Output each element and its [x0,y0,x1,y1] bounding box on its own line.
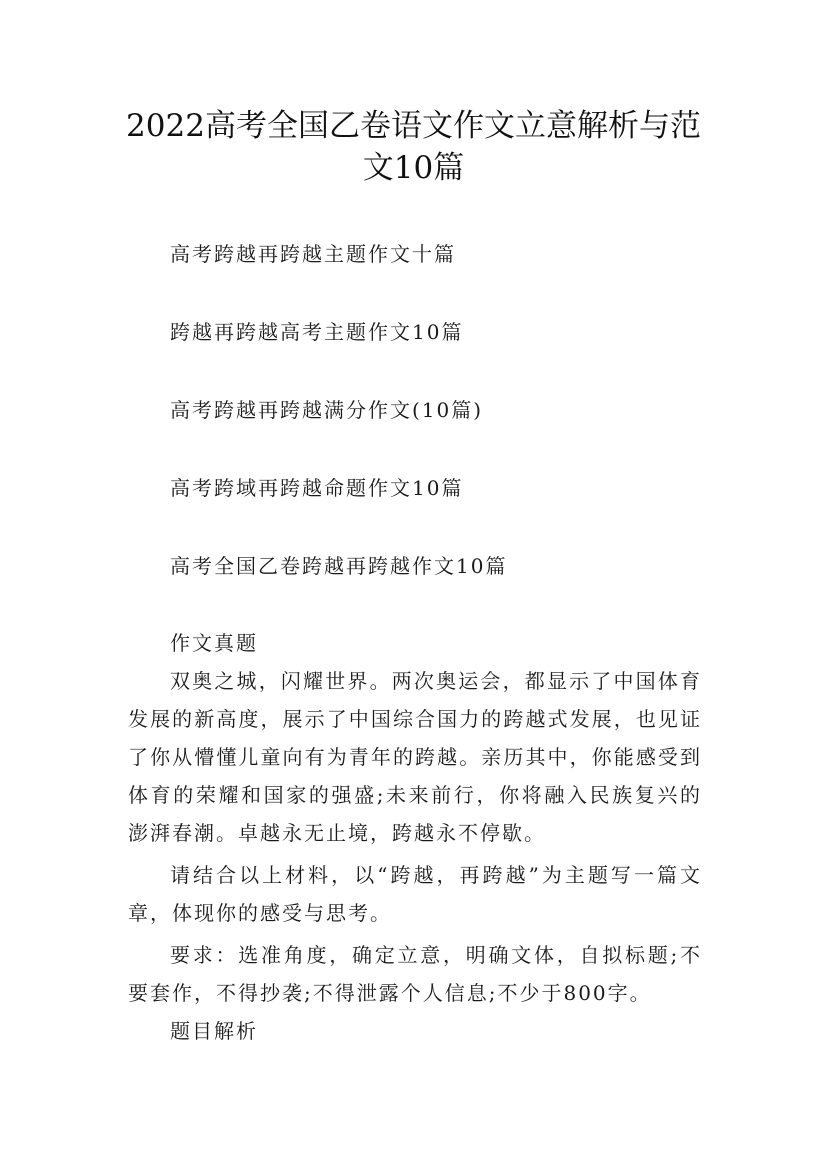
paragraph-line: 要求：选准角度，确定立意，明确文体，自拟标题;不 [170,943,700,967]
section-heading: 作文真题 [170,631,258,655]
toc-item: 高考跨越再跨越满分作文(10篇) [170,398,484,422]
paragraph-line: 体育的荣耀和国家的强盛;未来前行，你将融入民族复兴的 [128,783,700,807]
document-title-line-1: 2022高考全国乙卷语文作文立意解析与范 [126,108,701,144]
paragraph-line: 发展的新高度，展示了中国综合国力的跨越式发展，也见证 [128,707,700,731]
paragraph-line: 章，体现你的感受与思考。 [128,901,392,925]
paragraph-line: 澎湃春潮。卓越永无止境，跨越永不停歇。 [128,821,546,845]
toc-item: 高考跨越再跨越主题作文十篇 [170,242,456,266]
toc-item: 跨越再跨越高考主题作文10篇 [170,320,464,344]
toc-item: 高考跨域再跨越命题作文10篇 [170,476,464,500]
paragraph-line: 双奥之城，闪耀世界。两次奥运会，都显示了中国体育 [170,669,700,693]
paragraph-line: 要套作，不得抄袭;不得泄露个人信息;不少于800字。 [128,981,652,1005]
document-title-line-2: 文10篇 [362,150,465,186]
paragraph-line: 了你从懵懂儿童向有为青年的跨越。亲历其中，你能感受到 [128,745,700,769]
analysis-heading: 题目解析 [170,1019,258,1043]
paragraph-line: 请结合以上材料，以“跨越，再跨越”为主题写一篇文 [170,863,700,887]
toc-item: 高考全国乙卷跨越再跨越作文10篇 [170,554,508,578]
